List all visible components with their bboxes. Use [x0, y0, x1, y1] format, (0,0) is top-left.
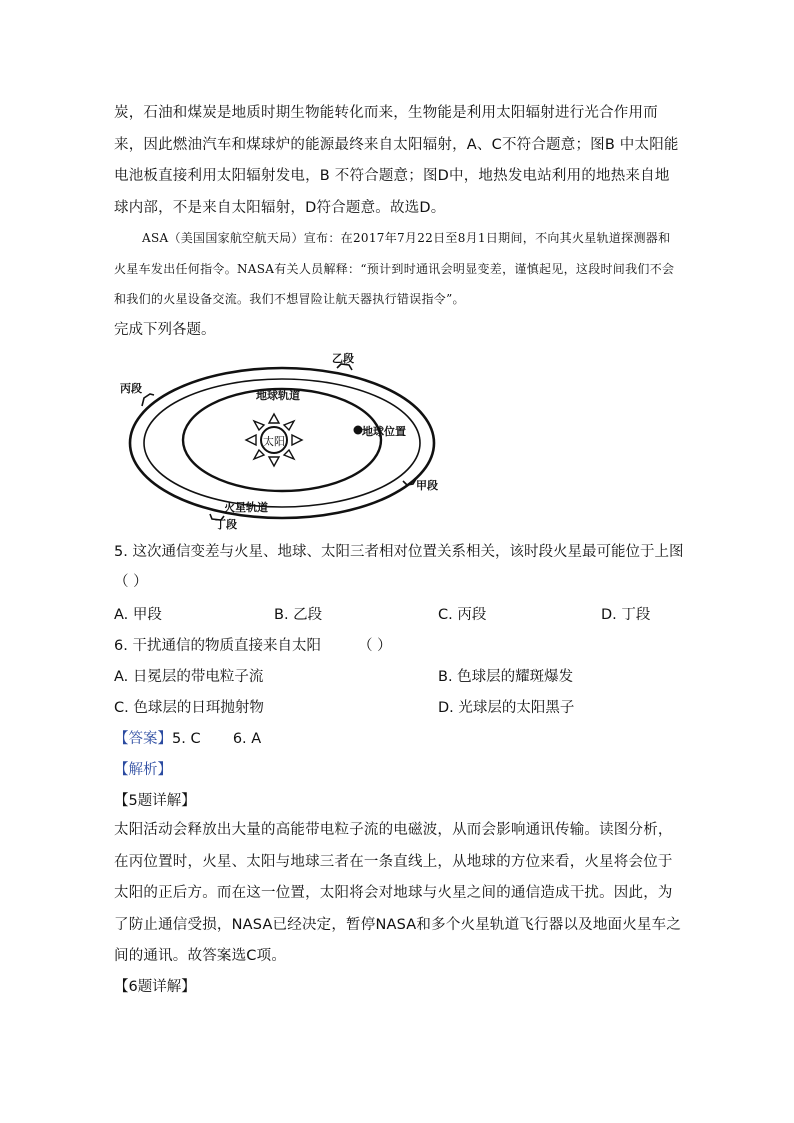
- seg-yi-label: 乙段: [332, 352, 354, 365]
- q6-option-d[interactable]: D. 光球层的太阳黑子: [438, 700, 575, 716]
- q5-paren: （ ）: [114, 574, 148, 590]
- answer-value: 5. C 6. A: [172, 731, 262, 747]
- q6-option-c[interactable]: C. 色球层的日珥抛射物: [114, 700, 264, 716]
- q5-option-d[interactable]: D. 丁段: [601, 607, 651, 623]
- material-intro-text: ASA（美国国家航空航天局）宣布：在2017年7月22日至8月1日期间，不向其火星轨道探测器和火星车发出任何指令。NASA有关人员解释：“预计到时通讯会明显变差，谨慎起见，这段时间我们不会和我们的火星设备交流。我们不想冒险让航天器执行错误指令”。: [114, 231, 675, 306]
- earth-orbit-label: 地球轨道: [256, 389, 300, 402]
- q5-option-c[interactable]: C. 丙段: [438, 607, 487, 623]
- q6-stem: 6. 干扰通信的物质直接来自太阳: [114, 638, 321, 654]
- q5-option-a[interactable]: A. 甲段: [114, 607, 162, 623]
- sun-label: 太阳: [263, 435, 285, 448]
- q6-option-b[interactable]: B. 色球层的耀斑爆发: [438, 669, 574, 685]
- earth-position-label: 地球位置: [362, 425, 406, 438]
- answer-label: 【答案】: [114, 731, 172, 747]
- q6-paren: （ ）: [358, 638, 392, 654]
- seg-ding-label: 丁段: [215, 518, 237, 531]
- q5-detail-text: 太阳活动会释放出大量的高能带电粒子流的电磁波，从而会影响通讯传输。读图分析，在丙位置时，火星、太阳与地球三者在一条直线上，从地球的方位来看，火星将会位于太阳的正后方。而在这一位置，太阳将会对地球与火星之间的通信造成干扰。因此，为了防止通信受损，NASA已经决定，暂停NASA和多个火星轨道飞行器以及地面火星车之间的通讯。故答案选C项。: [114, 822, 682, 964]
- answer-row: [114, 727, 261, 748]
- q6-option-a[interactable]: A. 日冕层的带电粒子流: [114, 669, 264, 685]
- seg-jia-label: 甲段: [416, 479, 438, 492]
- orbit-diagram: [114, 348, 454, 533]
- q5-stem: 5. 这次通信变差与火星、地球、太阳三者相对位置关系相关，该时段火星最可能位于上图: [114, 544, 684, 560]
- q5-option-b[interactable]: B. 乙段: [274, 607, 323, 623]
- analysis-label: 【解析】: [114, 762, 172, 778]
- q6-detail-label: 【6题详解】: [114, 979, 196, 995]
- instruction-text: 完成下列各题。: [114, 322, 216, 338]
- material-intro: [114, 223, 682, 315]
- paragraph-previous-answer: 炭，石油和煤炭是地质时期生物能转化而来，生物能是利用太阳辐射进行光合作用而来，因此燃油汽车和煤球炉的能源最终来自太阳辐射，A、C不符合题意；图B 中太阳能电池板直接利用太阳辐射发电，B 不符合题意；图D中，地热发电站利用的地热来自地球内部，不是来自太阳辐射，D符合题意。故选D。: [114, 105, 679, 216]
- seg-bing-label: 丙段: [120, 382, 142, 395]
- q5-detail-label: 【5题详解】: [114, 793, 196, 809]
- mars-orbit-label: 火星轨道: [224, 501, 268, 514]
